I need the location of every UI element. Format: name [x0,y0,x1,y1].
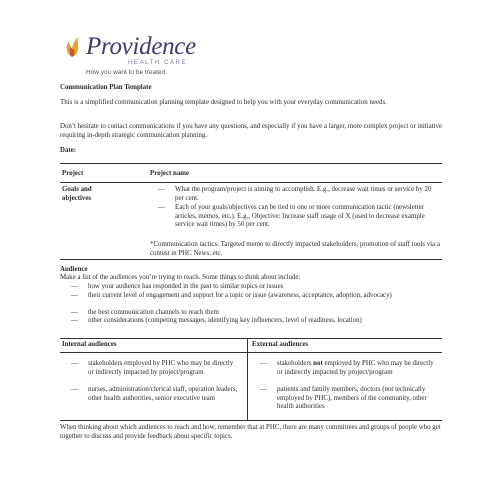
bullet-dash: — [260,360,267,367]
bullet-dash: — [158,204,165,211]
audience-bullet [71,317,443,326]
external-audience-item [260,386,440,412]
external-audience-text-post: employed by PHC who may be directly or indirectly impacted by project/program [277,360,434,376]
project-name-header: Project name [150,170,190,177]
brand-tagline: How you want to be treated. [86,69,167,76]
audience-table-header-rule [60,352,442,353]
contact-paragraph: Don’t hesitate to contact communications if you have any questions, and especially if you have a larger, more complex project or initiative requiring in-depth strategic communication planning. [60,123,442,139]
date-label: Date: [60,147,77,154]
bullet-dash: — [71,360,78,367]
audience-bullet-text: their current level of engagement and support for a topic or issue (awareness, acceptance, adoption, advocacy) [88,292,392,299]
internal-audience-text: stakeholders employed by PHC who may be directly or indirectly impacted by project/program [88,360,234,376]
table-bottom-rule [60,259,442,260]
external-audiences-header: External audiences [252,341,309,348]
bullet-dash: — [71,386,78,393]
audience-table-bottom-rule [60,420,442,421]
external-audience-text-emphasis: not [313,360,323,367]
audience-column-divider [247,338,248,420]
audience-bullet [71,292,443,301]
brand-subtitle: HEALTH CARE [128,60,188,66]
audience-bullet-text: how your audience has responded in the past to similar topics or issues [88,283,284,290]
external-audience-text-pre: stakeholders [277,360,314,367]
intro-paragraph: This is a simplified communication planning template designed to help you with your everyday communication needs. [60,99,387,106]
bullet-dash: — [158,186,165,193]
internal-audience-item [71,386,240,403]
audience-intro: Make a list of the audiences you’re trying to reach. Some things to think about include: [60,274,301,281]
table-header-rule [60,182,442,183]
internal-audience-text: nurses, administration/clerical staff, operation leaders, other health authorities, senior executive team [88,386,238,402]
goal-text: Each of your goals/objectives can be tied to one or more communication tactic (newsletter articles, memos, etc.). E.g., Objective: Increase staff usage of X (used to decrease example service wait times) by 50 per cent. [175,204,425,229]
external-audience-item [260,360,440,377]
table-top-rule [60,163,442,164]
audience-bullet [71,283,443,292]
closing-paragraph: When thinking about which audiences to reach and how, remember that at PHC, there are many committees and groups of people who get together to discuss and provide feedback about specific topics. [60,424,441,440]
document-title: Communication Plan Template [60,84,152,91]
audience-bullet-text: other considerations (competing messages, identifying key influencers, level of readiness, location) [88,317,362,324]
goal-bullet [158,204,437,230]
bullet-dash: — [71,292,78,299]
bullet-dash: — [71,283,78,290]
project-header: Project [62,170,84,177]
providence-logo [60,33,260,78]
audience-heading: Audience [60,266,88,273]
bullet-dash: — [260,386,267,393]
goal-bullet [158,186,437,203]
internal-audience-item [71,360,240,377]
bullet-dash: — [71,317,78,324]
flame-logo-icon [60,35,84,59]
external-audience-text: patients and family members, doctors (not technically employed by PHC), members of the community, other health authorities [277,386,427,411]
brand-name: Providence [86,33,196,60]
audience-table-top-rule [60,338,442,339]
bullet-dash: — [71,309,78,316]
tactics-note: *Communication tactics: Targeted memo to directly impacted stakeholders, promotion of staff tools via a contest in PHC News, etc. [150,241,441,257]
audience-bullet-text: the best communication channels to reach them [88,309,219,316]
goal-text: What the program/project is aiming to accomplish. E.g., decrease wait times or service by 20 per cent. [175,186,432,202]
internal-audiences-header: Internal audiences [62,341,117,348]
goals-label: Goals and objectives [62,186,92,202]
